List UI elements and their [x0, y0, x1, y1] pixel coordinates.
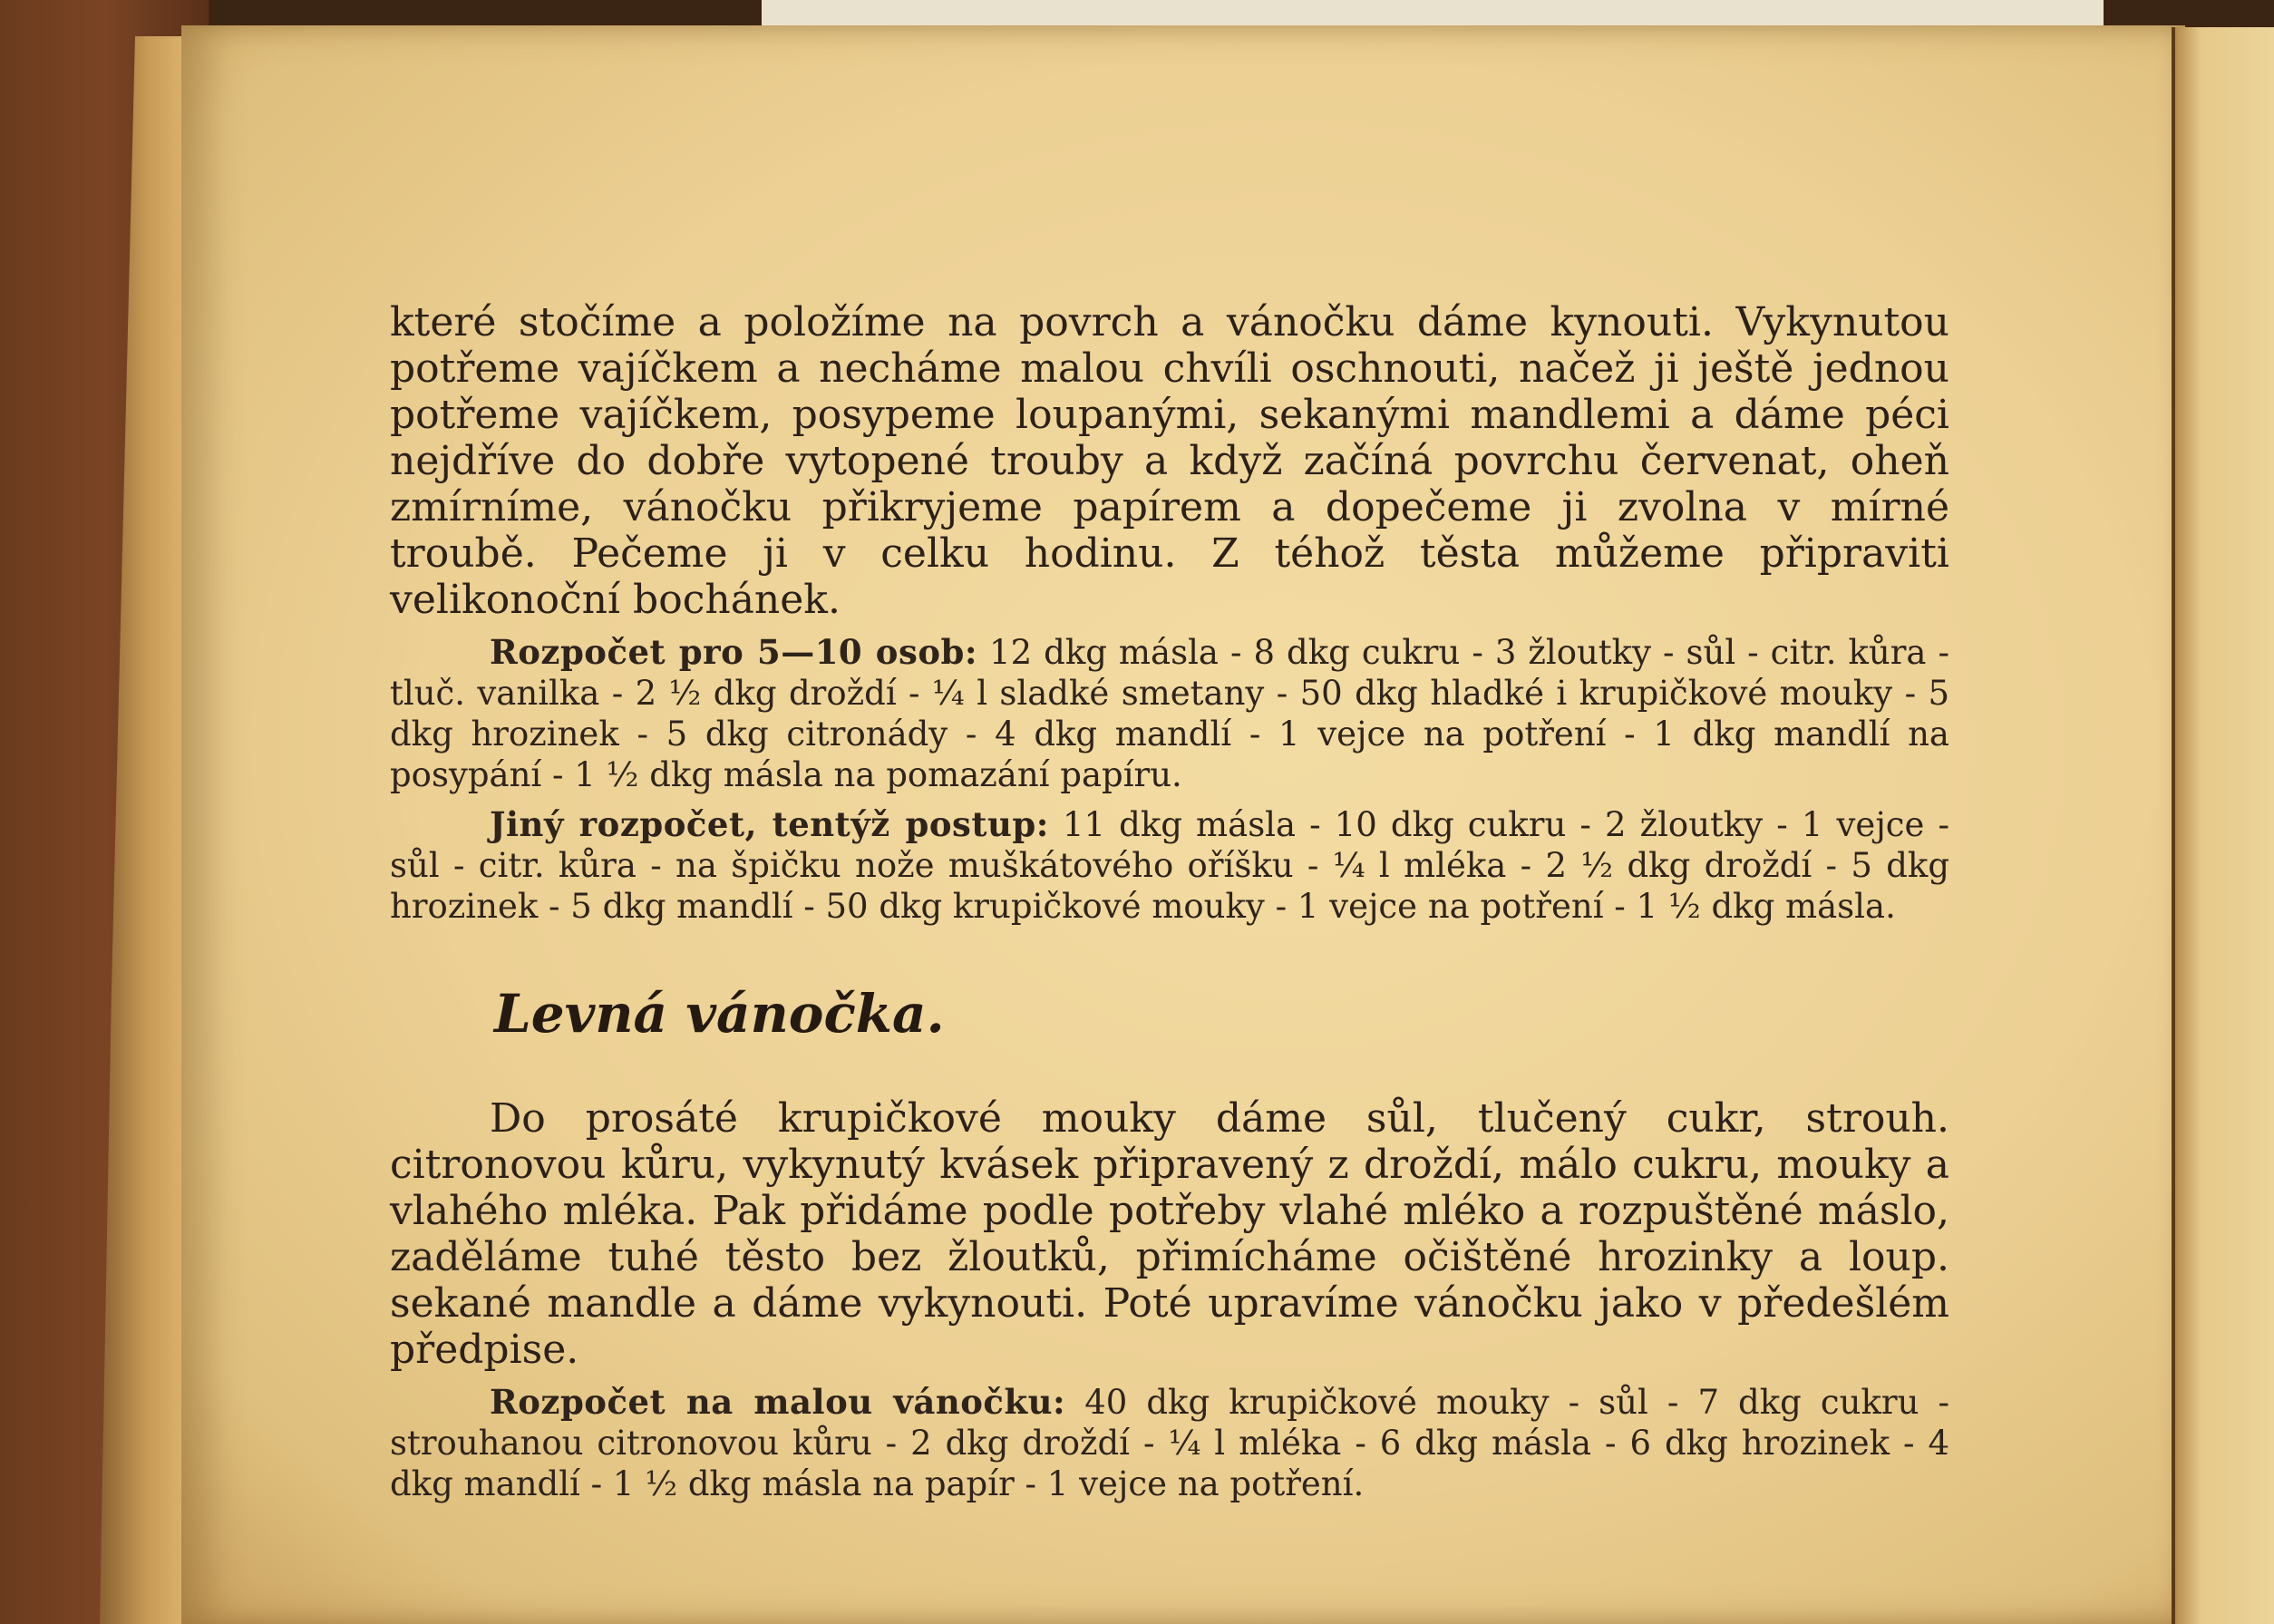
ingredients-budget-1: [390, 632, 1949, 795]
ingredients-budget-3: [390, 1382, 1949, 1504]
budget-1-text: 12 dkg másla - 8 dkg cukru - 3 žloutky - sůl - citr. kůra - tluč. vanilka - 2 ½ dkg droždí - ¼ l sladké smetany - 50 dkg hladké i krupičkové mouky - 5 dkg hrozinek - 5 dkg citronády - 4 dkg mandlí - 1 vejce na potření - 1 dkg mandlí na posypání - 1 ½ dkg másla na pomazání papíru.: [390, 633, 1949, 794]
budget-3-label: Rozpočet na malou vánočku:: [490, 1382, 1066, 1422]
recipe-paragraph-continuation: které stočíme a položíme na povrch a vánočku dáme kynouti. Vykynutou potřeme vajíčkem a necháme malou chvíli oschnouti, načež ji ještě jednou potřeme vajíčkem, posypeme loupanými, sekanými mandlemi a dáme péci nejdříve do dobře vytopené trouby a když začíná povrchu červenat, oheň zmírníme, vánočku přikryjeme papírem a dopečeme ji zvolna v mírné troubě. Pečeme ji v celku hodinu. Z téhož těsta můžeme připraviti velikonoční bochánek.: [390, 299, 1949, 623]
budget-1-label: Rozpočet pro 5—10 osob:: [490, 632, 978, 672]
budget-2-label: Jiný rozpočet, tentýž postup:: [490, 804, 1049, 844]
recipe-paragraph: Do prosáté krupičkové mouky dáme sůl, tlučený cukr, strouh. citronovou kůru, vykynutý kvásek připravený z droždí, málo cukru, mouky a vlahého mléka. Pak přidáme podle potřeby vlahé mléko a rozpuštěné máslo, zaděláme tuhé těsto bez žloutků, přimícháme očištěné hrozinky a loup. sekané mandle a dáme vykynouti. Poté upravíme vánočku jako v předešlém předpise.: [390, 1095, 1949, 1373]
ingredients-budget-2: [390, 804, 1949, 927]
budget-2-text: 11 dkg másla - 10 dkg cukru - 2 žloutky - 1 vejce - sůl - citr. kůra - na špičku nože muškátového oříšku - ¼ l mléka - 2 ½ dkg droždí - 5 dkg hrozinek - 5 dkg mandlí - 50 dkg krupičkové mouky - 1 vejce na potření - 1 ½ dkg másla.: [390, 805, 1949, 926]
next-page-edge: [2172, 27, 2274, 1624]
recipe-title: Levná vánočka.: [494, 983, 945, 1045]
page-text: [390, 299, 1949, 1504]
budget-3-text: 40 dkg krupičkové mouky - sůl - 7 dkg cukru - strouhanou citronovou kůru - 2 dkg droždí - ¼ l mléka - 6 dkg másla - 6 dkg hrozinek - 4 dkg mandlí - 1 ½ dkg másla na papír - 1 vejce na potření.: [390, 1383, 1949, 1503]
